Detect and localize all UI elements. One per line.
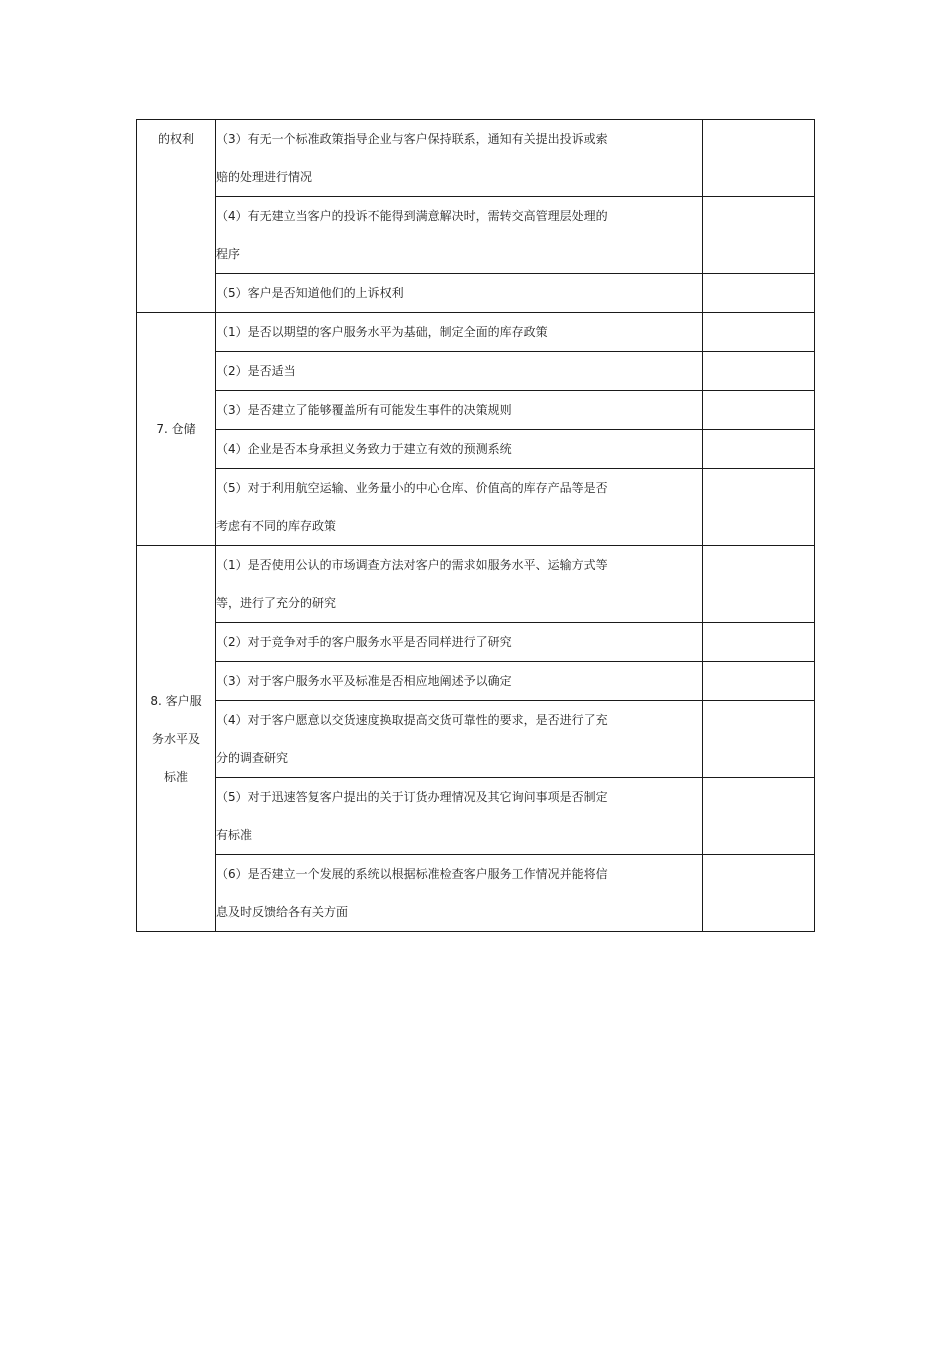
category-cell-warehousing	[137, 313, 216, 546]
check-cell[interactable]	[703, 662, 815, 701]
category-cell-service-standards	[137, 546, 216, 932]
item-text: （2）对于竞争对手的客户服务水平是否同样进行了研究	[216, 635, 512, 649]
item-cell	[216, 662, 703, 701]
item-cell	[216, 197, 703, 274]
table-row	[137, 778, 815, 855]
item-text: 等，进行了充分的研究	[216, 596, 337, 610]
item-cell	[216, 469, 703, 546]
table-row	[137, 546, 815, 623]
item-text: 息及时反馈给各有关方面	[216, 905, 349, 919]
check-cell[interactable]	[703, 469, 815, 546]
table-row	[137, 274, 815, 313]
checklist-table	[136, 119, 815, 932]
check-cell[interactable]	[703, 313, 815, 352]
item-cell	[216, 701, 703, 778]
check-cell[interactable]	[703, 546, 815, 623]
check-cell[interactable]	[703, 430, 815, 469]
item-cell	[216, 430, 703, 469]
item-cell	[216, 352, 703, 391]
item-text: （4）有无建立当客户的投诉不能得到满意解决时，需转交高管理层处理的	[216, 209, 608, 223]
item-text: 程序	[216, 247, 241, 261]
table-row	[137, 701, 815, 778]
table-row	[137, 352, 815, 391]
table-row	[137, 469, 815, 546]
item-cell	[216, 120, 703, 197]
table-row	[137, 197, 815, 274]
item-text: （5）对于迅速答复客户提出的关于订货办理情况及其它询问事项是否制定	[216, 790, 608, 804]
item-text: （1）是否以期望的客户服务水平为基础，制定全面的库存政策	[216, 325, 548, 339]
table-row	[137, 623, 815, 662]
check-cell[interactable]	[703, 855, 815, 932]
item-text: 赔的处理进行情况	[216, 170, 313, 184]
category-label: 8. 客户服	[150, 693, 202, 708]
item-text: （3）是否建立了能够覆盖所有可能发生事件的决策规则	[216, 403, 512, 417]
category-label: 务水平及	[151, 731, 200, 746]
check-cell[interactable]	[703, 120, 815, 197]
item-text: 分的调查研究	[216, 751, 289, 765]
check-cell[interactable]	[703, 352, 815, 391]
item-text: 考虑有不同的库存政策	[216, 519, 337, 533]
table-row	[137, 430, 815, 469]
item-text: （6）是否建立一个发展的系统以根据标准检查客户服务工作情况并能将信	[216, 867, 608, 881]
table-row	[137, 391, 815, 430]
item-cell	[216, 274, 703, 313]
check-cell[interactable]	[703, 197, 815, 274]
category-label: 的权利	[157, 132, 194, 146]
item-cell	[216, 855, 703, 932]
item-text: （1）是否使用公认的市场调查方法对客户的需求如服务水平、运输方式等	[216, 558, 608, 572]
check-cell[interactable]	[703, 778, 815, 855]
item-text: （3）有无一个标准政策指导企业与客户保持联系，通知有关提出投诉或索	[216, 132, 608, 146]
item-text: 有标准	[216, 828, 253, 842]
item-cell	[216, 391, 703, 430]
check-cell[interactable]	[703, 623, 815, 662]
table-row	[137, 662, 815, 701]
check-cell[interactable]	[703, 391, 815, 430]
item-text: （4）企业是否本身承担义务致力于建立有效的预测系统	[216, 442, 512, 456]
category-label: 标准	[163, 769, 188, 784]
check-cell[interactable]	[703, 274, 815, 313]
item-cell	[216, 623, 703, 662]
table-row	[137, 120, 815, 197]
check-cell[interactable]	[703, 701, 815, 778]
table-row	[137, 313, 815, 352]
category-cell-rights	[137, 120, 216, 313]
item-text: （4）对于客户愿意以交货速度换取提高交货可靠性的要求，是否进行了充	[216, 713, 608, 727]
item-text: （5）对于利用航空运输、业务量小的中心仓库、价值高的库存产品等是否	[216, 481, 608, 495]
item-cell	[216, 313, 703, 352]
item-cell	[216, 546, 703, 623]
item-cell	[216, 778, 703, 855]
category-label: 7. 仓储	[156, 422, 196, 436]
table-row	[137, 855, 815, 932]
item-text: （2）是否适当	[216, 364, 296, 378]
item-text: （5）客户是否知道他们的上诉权利	[216, 286, 404, 300]
item-text: （3）对于客户服务水平及标准是否相应地阐述予以确定	[216, 674, 512, 688]
